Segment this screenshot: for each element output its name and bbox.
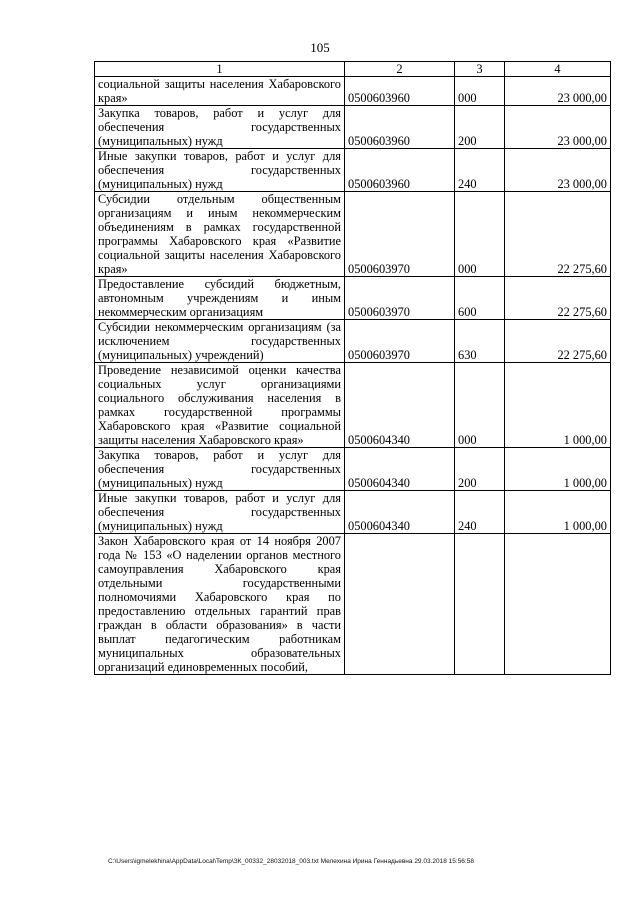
table-row [95, 277, 611, 320]
table-row [95, 320, 611, 363]
row-code [345, 534, 455, 675]
row-description: Проведение независимой оценки качества социальных услуг организациями социального обслуживания населения в рамках государственной программы Хабаровского края «Развитие социальной защиты населения Хабаровского края» [95, 363, 345, 448]
row-amount: 22 275,60 [505, 320, 611, 363]
row-code: 0500603970 [345, 277, 455, 320]
row-description: Закупка товаров, работ и услуг для обеспечения государственных (муниципальных) нужд [95, 448, 345, 491]
row-amount: 23 000,00 [505, 149, 611, 192]
page-number: 105 [310, 40, 330, 55]
table-row [95, 448, 611, 491]
row-amount: 1 000,00 [505, 448, 611, 491]
row-code: 0500603970 [345, 320, 455, 363]
file-path-footer: C:\Users\igmelekhina\AppData\Local\Temp\ЗК_00332_28032018_003.txt Мелехина Ирина Геннадьевна 29.03.2018 15:56:58 [108, 858, 474, 865]
table-row [95, 106, 611, 149]
row-type: 240 [455, 149, 505, 192]
row-type: 200 [455, 448, 505, 491]
row-description: Субсидии некоммерческим организациям (за исключением государственных (муниципальных) учреждений) [95, 320, 345, 363]
table-row [95, 363, 611, 448]
row-type: 630 [455, 320, 505, 363]
table-row [95, 534, 611, 675]
row-amount: 23 000,00 [505, 106, 611, 149]
column-header-3: 3 [455, 62, 505, 77]
row-code: 0500604340 [345, 491, 455, 534]
row-code: 0500603960 [345, 77, 455, 106]
row-amount: 1 000,00 [505, 363, 611, 448]
row-description: Субсидии отдельным общественным организациям и иным некоммерческим объединениям в рамках государственной программы Хабаровского края «Развитие социальной защиты населения Хабаровского края» [95, 192, 345, 277]
row-description: Закон Хабаровского края от 14 ноября 2007 года № 153 «О наделении органов местного самоуправления Хабаровского края отдельными государственными полномочиями Хабаровского края по предоставлению отдельных гарантий прав граждан в области образования» в части выплат педагогическим работникам муниципальных образовательных организаций единовременных пособий, [95, 534, 345, 675]
row-code: 0500603960 [345, 106, 455, 149]
table-row [95, 149, 611, 192]
row-type [455, 534, 505, 675]
row-type: 600 [455, 277, 505, 320]
column-header-1: 1 [95, 62, 345, 77]
row-type: 240 [455, 491, 505, 534]
row-code: 0500603970 [345, 192, 455, 277]
table-row [95, 491, 611, 534]
table-row [95, 77, 611, 106]
row-amount: 1 000,00 [505, 491, 611, 534]
row-code: 0500604340 [345, 448, 455, 491]
row-type: 000 [455, 77, 505, 106]
column-header-4: 4 [505, 62, 611, 77]
table-row [95, 192, 611, 277]
row-type: 000 [455, 192, 505, 277]
row-type: 000 [455, 363, 505, 448]
budget-table [94, 61, 611, 675]
row-amount: 22 275,60 [505, 277, 611, 320]
column-header-2: 2 [345, 62, 455, 77]
row-amount: 22 275,60 [505, 192, 611, 277]
row-amount [505, 534, 611, 675]
row-code: 0500603960 [345, 149, 455, 192]
row-description: Иные закупки товаров, работ и услуг для обеспечения государственных (муниципальных) нужд [95, 149, 345, 192]
row-type: 200 [455, 106, 505, 149]
row-description: Иные закупки товаров, работ и услуг для обеспечения государственных (муниципальных) нужд [95, 491, 345, 534]
row-code: 0500604340 [345, 363, 455, 448]
table-header-row [95, 62, 611, 77]
row-description: Закупка товаров, работ и услуг для обеспечения государственных (муниципальных) нужд [95, 106, 345, 149]
row-amount: 23 000,00 [505, 77, 611, 106]
row-description: Предоставление субсидий бюджетным, автономным учреждениям и иным некоммерческим организациям [95, 277, 345, 320]
row-description: социальной защиты населения Хабаровского края» [95, 77, 345, 106]
